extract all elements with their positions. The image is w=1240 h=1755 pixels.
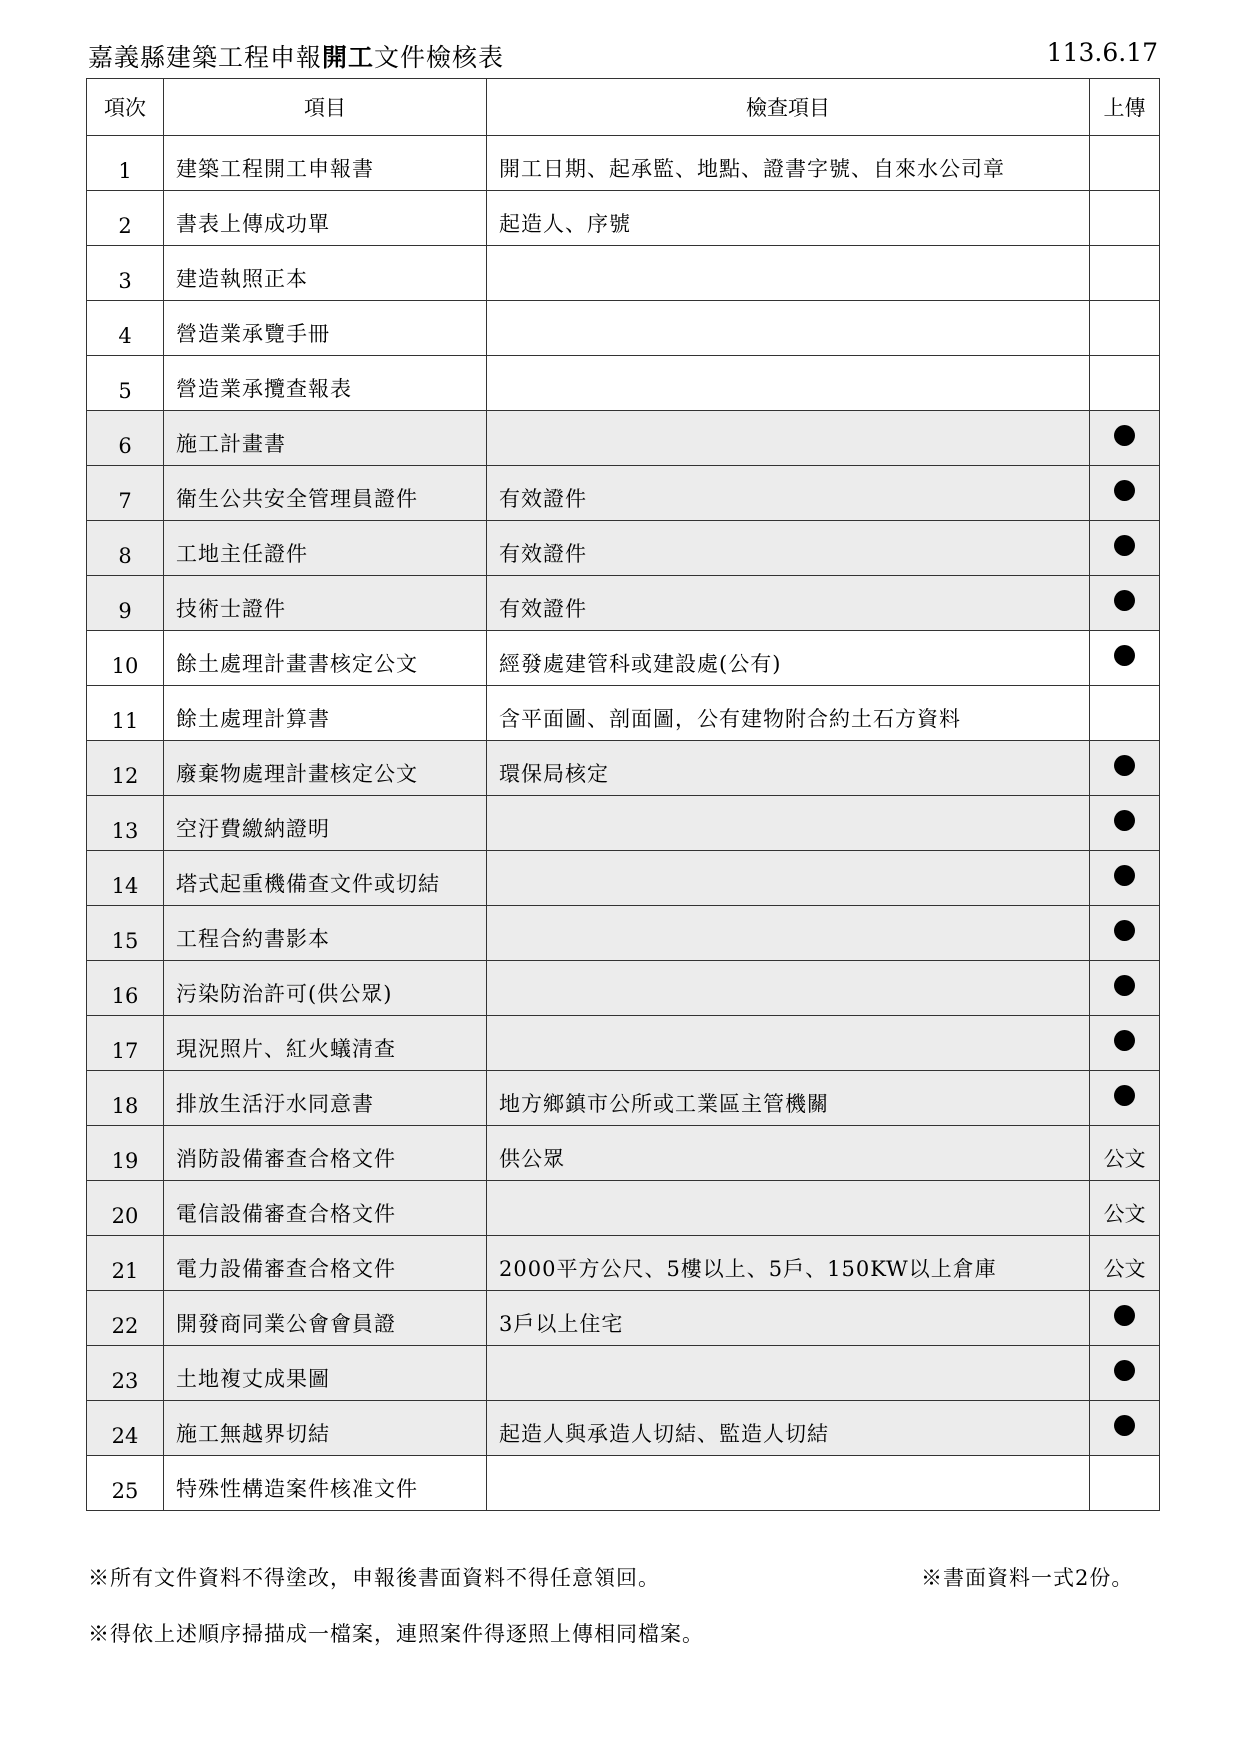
row-check-items: 開工日期、起承監、地點、證書字號、自來水公司章 [487, 136, 1090, 191]
row-upload: 公文 [1090, 1181, 1160, 1236]
row-check-items: 2000平方公尺、5樓以上、5戶、150KW以上倉庫 [487, 1236, 1090, 1291]
row-upload [1090, 246, 1160, 301]
page-header [88, 38, 1158, 78]
column-header-item: 項目 [164, 79, 487, 136]
column-header-no: 項次 [87, 79, 164, 136]
note-copies: ※書面資料一式2份。 [921, 1566, 1134, 1590]
checklist-table [86, 78, 1160, 1511]
row-check-items [487, 796, 1090, 851]
row-number: 25 [87, 1456, 164, 1511]
row-number: 19 [87, 1126, 164, 1181]
row-item: 電信設備審查合格文件 [164, 1181, 487, 1236]
row-item: 電力設備審查合格文件 [164, 1236, 487, 1291]
row-number: 18 [87, 1071, 164, 1126]
row-upload [1090, 906, 1160, 961]
title-prefix: 嘉義縣建築工程申報 [88, 43, 323, 72]
row-upload [1090, 1346, 1160, 1401]
title-emphasis: 開工 [322, 43, 375, 72]
row-number: 9 [87, 576, 164, 631]
row-item: 建築工程開工申報書 [164, 136, 487, 191]
table-row [87, 1126, 1160, 1181]
row-upload [1090, 1071, 1160, 1126]
row-upload: 公文 [1090, 1236, 1160, 1291]
filled-circle-icon [1114, 590, 1135, 611]
table-row [87, 191, 1160, 246]
row-number: 2 [87, 191, 164, 246]
row-number: 8 [87, 521, 164, 576]
row-number: 15 [87, 906, 164, 961]
table-row [87, 741, 1160, 796]
row-upload [1090, 136, 1160, 191]
filled-circle-icon [1114, 425, 1135, 446]
row-check-items [487, 851, 1090, 906]
row-check-items: 地方鄉鎮市公所或工業區主管機關 [487, 1071, 1090, 1126]
table-row [87, 796, 1160, 851]
row-number: 13 [87, 796, 164, 851]
row-number: 3 [87, 246, 164, 301]
row-item: 營造業承攬查報表 [164, 356, 487, 411]
filled-circle-icon [1114, 755, 1135, 776]
filled-circle-icon [1114, 1030, 1135, 1051]
row-item: 開發商同業公會會員證 [164, 1291, 487, 1346]
row-item: 建造執照正本 [164, 246, 487, 301]
row-number: 22 [87, 1291, 164, 1346]
row-upload [1090, 356, 1160, 411]
table-row [87, 521, 1160, 576]
table-row [87, 466, 1160, 521]
row-check-items: 含平面圖、剖面圖，公有建物附合約土石方資料 [487, 686, 1090, 741]
row-number: 10 [87, 631, 164, 686]
row-upload [1090, 521, 1160, 576]
table-row [87, 851, 1160, 906]
table-row [87, 1016, 1160, 1071]
row-number: 23 [87, 1346, 164, 1401]
row-number: 20 [87, 1181, 164, 1236]
row-item: 消防設備審查合格文件 [164, 1126, 487, 1181]
table-row [87, 301, 1160, 356]
table-row [87, 1456, 1160, 1511]
row-check-items [487, 1181, 1090, 1236]
row-check-items [487, 1456, 1090, 1511]
row-upload [1090, 1016, 1160, 1071]
filled-circle-icon [1114, 1305, 1135, 1326]
row-number: 5 [87, 356, 164, 411]
table-row [87, 686, 1160, 741]
row-item: 書表上傳成功單 [164, 191, 487, 246]
row-item: 餘土處理計算書 [164, 686, 487, 741]
row-number: 17 [87, 1016, 164, 1071]
table-row [87, 356, 1160, 411]
row-upload [1090, 1456, 1160, 1511]
filled-circle-icon [1114, 1415, 1135, 1436]
table-row [87, 1291, 1160, 1346]
column-header-check: 檢查項目 [487, 79, 1090, 136]
row-item: 施工計畫書 [164, 411, 487, 466]
row-number: 16 [87, 961, 164, 1016]
row-number: 24 [87, 1401, 164, 1456]
row-check-items [487, 1016, 1090, 1071]
note-no-alteration: ※所有文件資料不得塗改，申報後書面資料不得任意領回。 [88, 1566, 660, 1590]
row-number: 6 [87, 411, 164, 466]
row-upload [1090, 851, 1160, 906]
filled-circle-icon [1114, 865, 1135, 886]
row-upload [1090, 686, 1160, 741]
document-date: 113.6.17 [1046, 38, 1158, 67]
row-check-items: 有效證件 [487, 576, 1090, 631]
row-check-items [487, 356, 1090, 411]
row-item: 工地主任證件 [164, 521, 487, 576]
row-upload [1090, 631, 1160, 686]
row-check-items [487, 246, 1090, 301]
row-check-items: 供公眾 [487, 1126, 1090, 1181]
row-item: 空汙費繳納證明 [164, 796, 487, 851]
row-check-items: 起造人、序號 [487, 191, 1090, 246]
filled-circle-icon [1114, 480, 1135, 501]
row-item: 技術士證件 [164, 576, 487, 631]
row-item: 工程合約書影本 [164, 906, 487, 961]
row-upload [1090, 191, 1160, 246]
row-item: 排放生活汙水同意書 [164, 1071, 487, 1126]
column-header-upload: 上傳 [1090, 79, 1160, 136]
row-number: 12 [87, 741, 164, 796]
table-row [87, 1181, 1160, 1236]
row-item: 土地複丈成果圖 [164, 1346, 487, 1401]
page-title [88, 38, 504, 74]
row-check-items: 環保局核定 [487, 741, 1090, 796]
row-number: 4 [87, 301, 164, 356]
table-row [87, 1401, 1160, 1456]
row-item: 營造業承覽手冊 [164, 301, 487, 356]
table-row [87, 246, 1160, 301]
table-row [87, 631, 1160, 686]
row-upload [1090, 961, 1160, 1016]
row-check-items [487, 301, 1090, 356]
row-check-items: 經發處建管科或建設處(公有) [487, 631, 1090, 686]
row-upload [1090, 1291, 1160, 1346]
row-upload [1090, 741, 1160, 796]
filled-circle-icon [1114, 920, 1135, 941]
table-row [87, 1236, 1160, 1291]
row-upload [1090, 411, 1160, 466]
filled-circle-icon [1114, 810, 1135, 831]
row-number: 11 [87, 686, 164, 741]
table-row [87, 411, 1160, 466]
row-item: 特殊性構造案件核准文件 [164, 1456, 487, 1511]
filled-circle-icon [1114, 975, 1135, 996]
row-number: 7 [87, 466, 164, 521]
filled-circle-icon [1114, 645, 1135, 666]
row-item: 施工無越界切結 [164, 1401, 487, 1456]
row-item: 衛生公共安全管理員證件 [164, 466, 487, 521]
row-check-items [487, 1346, 1090, 1401]
row-upload [1090, 1401, 1160, 1456]
table-row [87, 1346, 1160, 1401]
row-item: 廢棄物處理計畫核定公文 [164, 741, 487, 796]
row-upload [1090, 301, 1160, 356]
row-upload [1090, 466, 1160, 521]
table-row [87, 136, 1160, 191]
row-number: 21 [87, 1236, 164, 1291]
note-scan-order: ※得依上述順序掃描成一檔案，連照案件得逐照上傳相同檔案。 [88, 1622, 704, 1646]
row-number: 14 [87, 851, 164, 906]
row-item: 餘土處理計畫書核定公文 [164, 631, 487, 686]
filled-circle-icon [1114, 535, 1135, 556]
filled-circle-icon [1114, 1360, 1135, 1381]
row-upload [1090, 796, 1160, 851]
row-check-items: 有效證件 [487, 466, 1090, 521]
row-item: 污染防治許可(供公眾) [164, 961, 487, 1016]
row-upload: 公文 [1090, 1126, 1160, 1181]
row-item: 塔式起重機備查文件或切結 [164, 851, 487, 906]
row-check-items: 有效證件 [487, 521, 1090, 576]
row-number: 1 [87, 136, 164, 191]
row-check-items [487, 411, 1090, 466]
row-check-items: 起造人與承造人切結、監造人切結 [487, 1401, 1090, 1456]
row-upload [1090, 576, 1160, 631]
row-check-items: 3戶以上住宅 [487, 1291, 1090, 1346]
table-row [87, 1071, 1160, 1126]
table-header-row [87, 79, 1160, 136]
table-body [87, 136, 1160, 1511]
table-row [87, 906, 1160, 961]
row-check-items [487, 961, 1090, 1016]
title-suffix: 文件檢核表 [374, 43, 505, 72]
row-item: 現況照片、紅火蟻清查 [164, 1016, 487, 1071]
filled-circle-icon [1114, 1085, 1135, 1106]
row-check-items [487, 906, 1090, 961]
table-row [87, 576, 1160, 631]
table-row [87, 961, 1160, 1016]
